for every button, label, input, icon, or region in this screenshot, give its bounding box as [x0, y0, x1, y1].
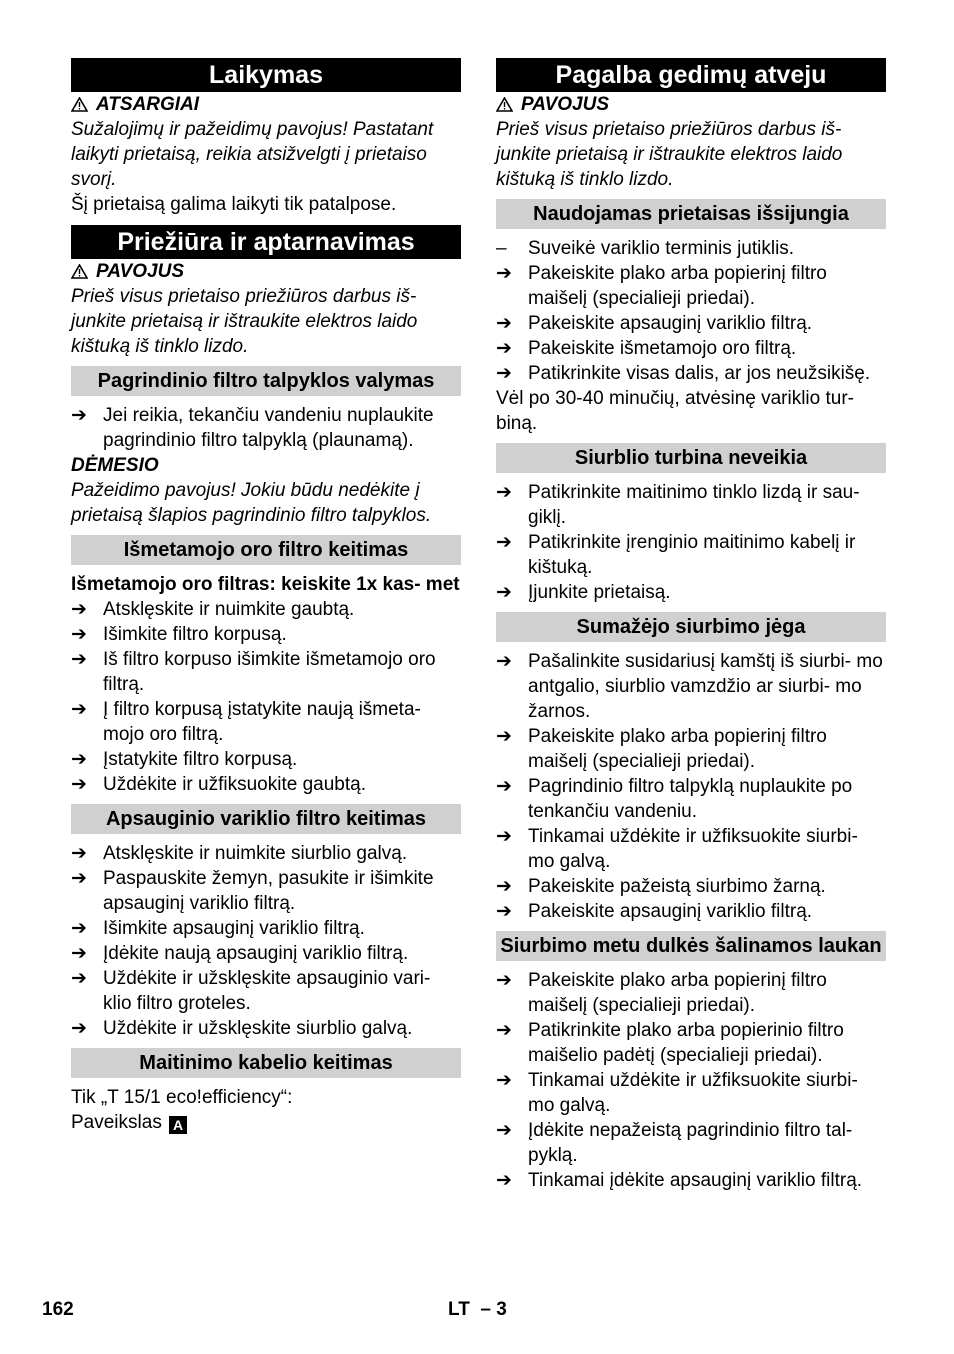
- arrow-icon: ➔: [71, 699, 87, 720]
- switches-off-after: Vėl po 30-40 minučių, atvėsinę variklio tur- biną.: [496, 388, 855, 434]
- arrow-icon: ➔: [496, 582, 512, 603]
- list-item: ➔ Pakeiskite plako arba popierinį filtro maišelį (specialieji priedai).: [496, 970, 827, 1016]
- list-item: ➔ Išimkite filtro korpusą.: [71, 624, 287, 645]
- list-item: ➔ Pakeiskite pažeistą siurbimo žarną.: [496, 876, 826, 897]
- left-column: [71, 58, 461, 1135]
- list-item: ➔ Pakeiskite apsauginį variklio filtrą.: [496, 901, 813, 922]
- list-item: ➔ Patikrinkite įrenginio maitinimo kabelį ir kištuką.: [496, 532, 856, 578]
- storage-warning-text: Sužalojimų ir pažeidimų pavojus! Pastatant laikyti prietaisą, reikia atsižvelgti į prietaiso svorį.: [71, 119, 434, 190]
- dash-marker: –: [496, 238, 507, 259]
- list-item: ➔ Paspauskite žemyn, pasukite ir išimkite apsauginį variklio filtrą.: [71, 868, 434, 914]
- page-number: 162: [42, 1299, 74, 1320]
- cable-line2: Paveikslas A: [71, 1110, 461, 1135]
- turbine-list: [496, 480, 886, 605]
- list-item: ➔ Atsklęskite ir nuimkite siurblio galvą.: [71, 843, 408, 864]
- list-item: ➔ Patikrinkite plako arba popierinio filtro maišelio padėtį (specialieji priedai).: [496, 1020, 844, 1066]
- caution-text: Pažeidimo pavojus! Jokiu būdu nedėkite į prietaisą šlapios pagrindinio filtro talpyklos.: [71, 480, 432, 526]
- arrow-icon: ➔: [496, 726, 512, 747]
- list-item: ➔ Įstatykite filtro korpusą.: [71, 749, 298, 770]
- list-item: ➔ Į filtro korpusą įstatykite naują išmeta- mojo oro filtrą.: [71, 699, 421, 745]
- list-item: ➔ Patikrinkite maitinimo tinklo lizdą ir sau- giklį.: [496, 482, 860, 528]
- dust-heading: Siurbimo metu dulkės šalinamos laukan: [496, 931, 886, 961]
- arrow-icon: ➔: [496, 970, 512, 991]
- arrow-icon: ➔: [496, 363, 512, 384]
- suction-list: [496, 649, 886, 924]
- maintenance-heading: Priežiūra ir aptarnavimas: [71, 225, 461, 259]
- arrow-icon: ➔: [71, 918, 87, 939]
- arrow-icon: ➔: [71, 405, 87, 426]
- maintenance-warning-text: Prieš visus prietaiso priežiūros darbus iš- junkite prietaisą ir ištraukite elektros laido kištuką iš tinklo lizdo.: [71, 286, 418, 357]
- right-column: [496, 58, 886, 1193]
- arrow-icon: ➔: [71, 968, 87, 989]
- arrow-icon: ➔: [71, 599, 87, 620]
- list-item: ➔ Pakeiskite plako arba popierinį filtro maišelį (specialieji priedai).: [496, 726, 827, 772]
- troubleshooting-warning: [496, 92, 886, 117]
- arrow-icon: ➔: [496, 1070, 512, 1091]
- arrow-icon: ➔: [496, 338, 512, 359]
- exhaust-filter-list: [71, 597, 461, 797]
- motor-filter-list: [71, 841, 461, 1041]
- list-item: – Suveikė variklio terminis jutiklis.: [496, 238, 795, 259]
- list-item: ➔ Pakeiskite apsauginį variklio filtrą.: [496, 313, 813, 334]
- arrow-icon: ➔: [496, 1020, 512, 1041]
- arrow-icon: ➔: [71, 868, 87, 889]
- arrow-icon: ➔: [71, 774, 87, 795]
- list-item: ➔ Pakeiskite plako arba popierinį filtro maišelį (specialieji priedai).: [496, 263, 827, 309]
- arrow-icon: ➔: [496, 1170, 512, 1191]
- main-filter-list: [71, 403, 461, 453]
- arrow-icon: ➔: [496, 776, 512, 797]
- list-item: ➔ Tinkamai uždėkite ir užfiksuokite siurbi- mo galvą.: [496, 1070, 858, 1116]
- list-item: ➔ Uždėkite ir užsklęskite siurblio galvą.: [71, 1018, 413, 1039]
- arrow-icon: ➔: [71, 843, 87, 864]
- list-item: ➔ Tinkamai įdėkite apsauginį variklio filtrą.: [496, 1170, 863, 1191]
- warning-icon: [71, 97, 88, 112]
- exhaust-filter-heading: Išmetamojo oro filtro keitimas: [71, 535, 461, 565]
- arrow-icon: ➔: [496, 482, 512, 503]
- storage-heading: Laikymas: [71, 58, 461, 92]
- list-item: ➔ Įdėkite nepažeistą pagrindinio filtro tal- pyklą.: [496, 1120, 853, 1166]
- footer-lang: LT – 3: [448, 1299, 507, 1320]
- cable-line1: Tik „T 15/1 eco!efficiency“:: [71, 1087, 293, 1108]
- warning-icon: [71, 264, 88, 279]
- arrow-icon: ➔: [71, 624, 87, 645]
- list-item: ➔ Atsklęskite ir nuimkite gaubtą.: [71, 599, 355, 620]
- warning-label: ATSARGIAI: [96, 94, 200, 115]
- suction-heading: Sumažėjo siurbimo jėga: [496, 612, 886, 642]
- arrow-icon: ➔: [496, 826, 512, 847]
- list-item: ➔ Pakeiskite išmetamojo oro filtrą.: [496, 338, 797, 359]
- arrow-icon: ➔: [496, 651, 512, 672]
- arrow-icon: ➔: [496, 532, 512, 553]
- list-item: ➔ Įjunkite prietaisą.: [496, 582, 671, 603]
- figure-label: A: [169, 1116, 187, 1134]
- dust-list: [496, 968, 886, 1193]
- troubleshooting-warning-text: Prieš visus prietaiso priežiūros darbus iš- junkite prietaisą ir ištraukite elektros laido kištuką iš tinklo lizdo.: [496, 119, 843, 190]
- list-item: ➔ Įdėkite naują apsauginį variklio filtrą.: [71, 943, 409, 964]
- cable-heading: Maitinimo kabelio keitimas: [71, 1048, 461, 1078]
- exhaust-filter-note: Išmetamojo oro filtras: keiskite 1x kas- met: [71, 574, 460, 595]
- storage-warning: [71, 92, 461, 117]
- arrow-icon: ➔: [496, 876, 512, 897]
- arrow-icon: ➔: [496, 1120, 512, 1141]
- arrow-icon: ➔: [496, 901, 512, 922]
- arrow-icon: ➔: [496, 263, 512, 284]
- caution-label: DĖMESIO: [71, 455, 159, 476]
- list-item: ➔ Jei reikia, tekančiu vandeniu nuplaukite pagrindinio filtro talpyklą (plaunamą).: [71, 405, 434, 451]
- list-item: ➔ Patikrinkite visas dalis, ar jos neužsikišę.: [496, 363, 871, 384]
- list-item: ➔ Tinkamai uždėkite ir užfiksuokite siurbi- mo galvą.: [496, 826, 858, 872]
- list-item: ➔ Uždėkite ir užsklęskite apsauginio vari- klio filtro groteles.: [71, 968, 431, 1014]
- warning-label: PAVOJUS: [521, 94, 609, 115]
- list-item: ➔ Iš filtro korpuso išimkite išmetamojo oro filtrą.: [71, 649, 436, 695]
- motor-filter-heading: Apsauginio variklio filtro keitimas: [71, 804, 461, 834]
- arrow-icon: ➔: [71, 1018, 87, 1039]
- storage-text: Šį prietaisą galima laikyti tik patalpose.: [71, 194, 397, 215]
- list-item: ➔ Išimkite apsauginį variklio filtrą.: [71, 918, 365, 939]
- list-item: ➔ Pagrindinio filtro talpyklą nuplaukite po tenkančiu vandeniu.: [496, 776, 853, 822]
- troubleshooting-heading: Pagalba gedimų atveju: [496, 58, 886, 92]
- warning-icon: [496, 97, 513, 112]
- list-item: ➔ Pašalinkite susidariusį kamštį iš siurbi- mo antgalio, siurblio vamzdžio ar siurbi- mo žarnos.: [496, 651, 883, 722]
- maintenance-warning: [71, 259, 461, 284]
- switches-off-list: [496, 236, 886, 386]
- warning-label: PAVOJUS: [96, 261, 184, 282]
- arrow-icon: ➔: [71, 749, 87, 770]
- arrow-icon: ➔: [71, 943, 87, 964]
- arrow-icon: ➔: [496, 313, 512, 334]
- main-filter-heading: Pagrindinio filtro talpyklos valymas: [71, 366, 461, 396]
- turbine-heading: Siurblio turbina neveikia: [496, 443, 886, 473]
- switches-off-heading: Naudojamas prietaisas išsijungia: [496, 199, 886, 229]
- arrow-icon: ➔: [71, 649, 87, 670]
- list-item: ➔ Uždėkite ir užfiksuokite gaubtą.: [71, 774, 366, 795]
